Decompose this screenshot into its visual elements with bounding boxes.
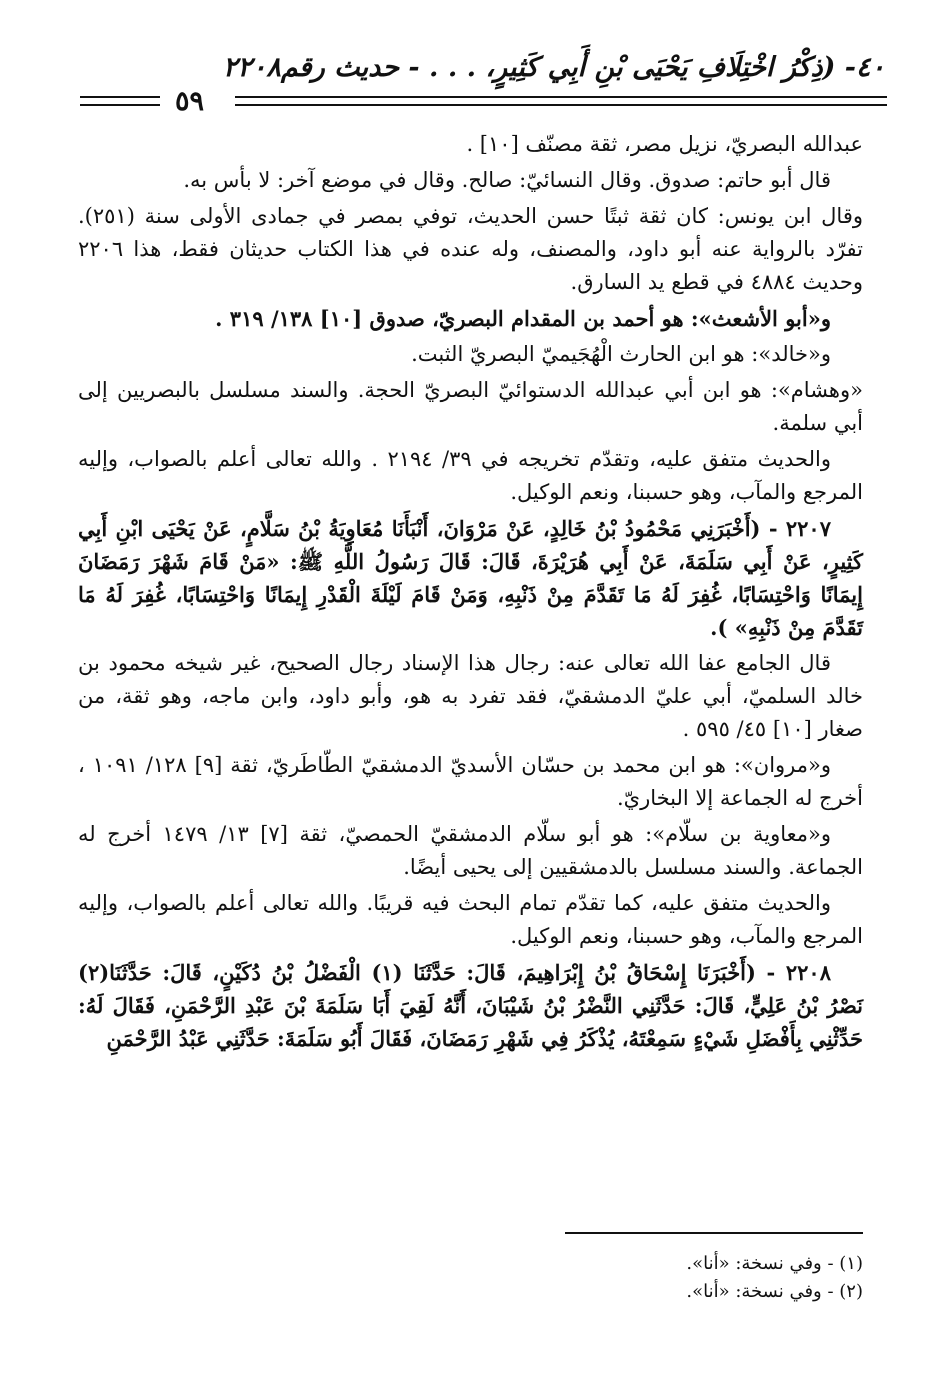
paragraph: و«أبو الأشعث»: هو أحمد بن المقدام البصريّ، صدوق [١٠] ١٣٨/ ٣١٩ . <box>215 306 831 331</box>
paragraph: و«مروان»: هو ابن محمد بن حسّان الأسديّ الدمشقيّ الطّاطَريّ، ثقة [٩] ١٢٨/ ١٠٩١ ، أخرج له الجماعة إلا البخاريّ. <box>78 753 863 810</box>
hadith-paragraph: ٢٢٠٨ - (أَخْبَرَنَا إِسْحَاقُ بْنُ إِبْرَاهِيمَ، قَالَ: حَدَّثَنَا (١) الْفَضْلُ بْنُ دُكَيْنٍ، قَالَ: حَدَّثَنَا(٢) نَصْرُ بْنُ عَلِيٍّ، قَالَ: حَدَّثَنِي النَّضْرُ بْنُ شَيْبَانَ، أَنَّهُ لَقِيَ أَبَا سَلَمَةَ بْنَ عَبْدِ الرَّحْمَنِ، فَقَالَ لَهُ: حَدِّثْنِي بِأَفْضَلِ شَيْءٍ سَمِعْتَهُ، يُذْكَرُ فِي شَهْرِ رَمَضَانَ، فَقَالَ أَبُو سَلَمَةَ: حَدَّثَنِي عَبْدُ الرَّحْمَنِ <box>78 960 863 1051</box>
paragraph: وقال ابن يونس: كان ثقة ثبتًا حسن الحديث، توفي بمصر في جمادى الأولى سنة (٢٥١). تفرّد بالرواية عنه أبو داود، والمصنف، وله عنده في هذا الكتاب حديثان فقط، هذا ٢٢٠٦ وحديث ٤٨٨٤ في قطع يد السارق. <box>78 204 863 294</box>
footnote: (٢) - وفي نسخة: «أنا». <box>686 1281 863 1302</box>
paragraph: قال أبو حاتم: صدوق. وقال النسائيّ: صالح. وقال في موضع آخر: لا بأس به. <box>183 168 831 192</box>
page-number: ٥٩ <box>175 86 205 117</box>
footnotes <box>78 1250 863 1306</box>
header-double-rule <box>235 96 887 106</box>
paragraph: «وهشام»: هو ابن أبي عبدالله الدستوائيّ البصريّ الحجة. والسند مسلسل بالبصريين إلى أبي سلمة. <box>78 378 863 435</box>
paragraph: والحديث متفق عليه، وتقدّم تخريجه في ٣٩/ ٢١٩٤ . والله تعالى أعلم بالصواب، وإليه المرجع والمآب، وهو حسبنا، ونعم الوكيل. <box>78 447 863 504</box>
paragraph: عبدالله البصريّ، نزيل مصر، ثقة مصنّف [١٠] . <box>466 132 863 156</box>
paragraph: قال الجامع عفا الله تعالى عنه: رجال هذا الإسناد رجال الصحيح، غير شيخه محمود بن خالد السلميّ، أبي عليّ الدمشقيّ، فقد تفرد به هو، وأبو داود، وابن ماجه، وهو ثقة، من صغار [١٠] ٤٥/ ٥٩٥ . <box>78 651 863 741</box>
running-header <box>80 52 885 117</box>
paragraph: و«خالد»: هو ابن الحارث الْهُجَيميّ البصريّ الثبت. <box>411 342 831 366</box>
footnote: (١) - وفي نسخة: «أنا». <box>686 1253 863 1274</box>
running-header-title: ٤٠- (ذِكْرُ اخْتِلَافِ يَحْيَى بْنِ أَبِي كَثِيرٍ، . . . - حديث رقم٢٢٠٨ <box>222 52 885 83</box>
paragraph: والحديث متفق عليه، كما تقدّم تمام البحث فيه قريبًا. والله تعالى أعلم بالصواب، وإليه المرجع والمآب، وهو حسبنا، ونعم الوكيل. <box>78 891 863 948</box>
footnote-separator <box>565 1232 863 1234</box>
body-text <box>78 128 863 1058</box>
hadith-paragraph: ٢٢٠٧ - (أَخْبَرَنِي مَحْمُودُ بْنُ خَالِدٍ، عَنْ مَرْوَانَ، أَنْبَأَنَا مُعَاوِيَةُ بْنُ سَلَّامٍ، عَنْ يَحْيَى ابْنِ أَبِي كَثِيرٍ، عَنْ أَبِي سَلَمَةَ، عَنْ أَبِي هُرَيْرَةَ، قَالَ: قَالَ رَسُولُ اللَّهِ ﷺ: «مَنْ قَامَ شَهْرَ رَمَضَانَ إِيمَانًا وَاحْتِسَابًا، غُفِرَ لَهُ مَا تَقَدَّمَ مِنْ ذَنْبِهِ، وَمَنْ قَامَ لَيْلَةَ الْقَدْرِ إِيمَانًا وَاحْتِسَابًا، غُفِرَ لَهُ مَا تَقَدَّمَ مِنْ ذَنْبِهِ» ). <box>78 516 863 640</box>
page-number-double-rule <box>80 96 160 106</box>
paragraph: و«معاوية بن سلّام»: هو أبو سلّام الدمشقيّ الحمصيّ، ثقة [٧] ١٣/ ١٤٧٩ أخرج له الجماعة. والسند مسلسل بالدمشقيين إلى يحيى أيضًا. <box>78 822 863 879</box>
